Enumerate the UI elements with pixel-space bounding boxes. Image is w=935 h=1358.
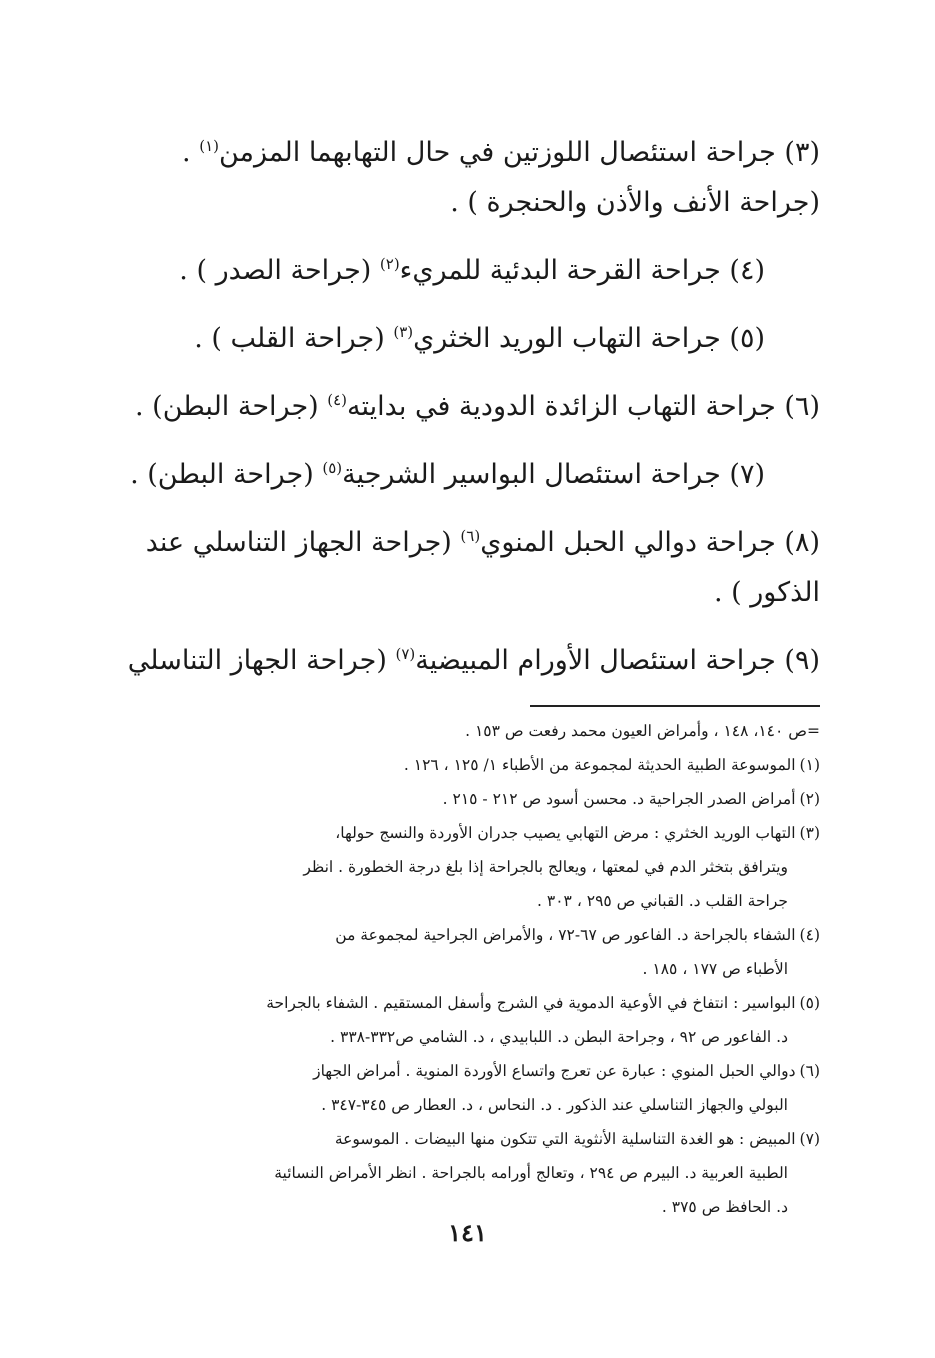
footnote-ref: (٢) [379,255,400,273]
item-tail: (جراحة الصدر ) . [179,255,380,286]
footnote-number: (٣) [799,824,820,842]
item-text: (٣) جراحة استئصال اللوزتين في حال التهابهما المزمن [218,137,820,168]
item-tail: (جراحة القلب ) . [194,323,394,354]
footnote-line: البولي والجهاز التناسلي عند الذكور . د. النحاس ، د. العطار ص ٣٤٥-٣٤٧ . [321,1096,788,1114]
footnote [115,1054,820,1122]
list-item [120,128,820,228]
footnote-ref: (٧) [395,645,416,663]
page-number: ١٤١ [448,1218,487,1247]
footnote [115,816,820,918]
footnote-ref: (١) [199,137,219,155]
footnote [115,918,820,986]
footnote-line: ويترافق بتخثر الدم في لمعتها ، ويعالج بالجراحة إذا بلغ درجة الخطورة . انظر [303,858,788,876]
footnotes [115,714,820,1224]
footnote-line: د. الحافظ ص ٣٧٥ . [661,1198,788,1216]
footnote-line: التهاب الوريد الخثري : مرض التهابي يصيب جدران الأوردة والنسج حولها، [335,824,796,842]
list-item [120,518,820,618]
footnote-line: الموسوعة الطبية الحديثة لمجموعة من الأطباء ١/ ١٢٥ ، ١٢٦ . [403,756,796,774]
item-tail: (جراحة الجهاز التناسلي عند [145,527,461,558]
item-text: (٧) جراحة استئصال البواسير الشرجية [342,459,765,490]
list-item [120,382,820,432]
footnote-ref: (٤) [327,391,348,409]
footnote-line: جراحة القلب د. القباني ص ٢٩٥ ، ٣٠٣ . [537,892,788,910]
item-continuation: (جراحة الأنف والأذن والحنجرة ) . [450,187,820,218]
footnote-divider [530,705,820,707]
item-text: (٦) جراحة التهاب الزائدة الدودية في بدايته [347,391,820,422]
item-text: (٨) جراحة دوالي الحبل المنوي [480,527,820,558]
footnote-number: (٢) [799,790,820,808]
footnote-number: (٥) [799,994,820,1012]
footnote-line: الشفاء بالجراحة د. الفاعور ص ٦٧-٧٢ ، والأمراض الجراحية لمجموعة من [335,926,796,944]
item-text: (٤) جراحة القرحة البدئية للمريء [399,255,765,286]
footnote-line: دوالي الحبل المنوي : عبارة عن تعرج واتساع الأوردة المنوية . أمراض الجهاز [313,1062,796,1080]
footnote-line: أمراض الصدر الجراحية د. محسن أسود ص ٢١٢ - ٢١٥ . [442,790,796,808]
footnote-line: الطبية العربية د. البيرم ص ٢٩٤ ، وتعالج أورامه بالجراحة . انظر الأمراض النسائية [274,1164,788,1182]
footnote-line: =ص ١٤٠، ١٤٨ ، وأمراض العيون محمد رفعت ص ١٥٣ . [465,722,820,740]
footnote-line: المبيض : هو الغدة التناسلية الأنثوية التي تتكون منها البيضات . الموسوعة [334,1130,796,1148]
item-tail: (جراحة البطن) . [135,391,328,422]
footnote-number: (١) [799,756,820,774]
item-tail: (جراحة البطن) . [130,459,323,490]
list-item [120,314,820,364]
footnote-line: البواسير : انتفاخ في الأوعية الدموية في الشرج وأسفل المستقيم . الشفاء بالجراحة [266,994,796,1012]
footnote [115,714,820,748]
list-item [120,246,820,296]
footnote [115,748,820,782]
footnote-ref: (٥) [322,459,343,477]
main-text [120,128,820,704]
list-item [120,636,820,686]
footnote [115,782,820,816]
item-tail: . [182,137,200,168]
footnote-line: الأطباء ص ١٧٧ ، ١٨٥ . [642,960,788,978]
footnote [115,986,820,1054]
footnote-ref: (٣) [393,323,414,341]
footnote [115,1122,820,1224]
item-tail: (جراحة الجهاز التناسلي [127,645,396,676]
footnote-line: د. الفاعور ص ٩٢ ، وجراحة البطن د. اللبابيدي ، د. الشامي ص٣٣٢-٣٣٨ . [330,1028,788,1046]
footnote-number: (٦) [799,1062,820,1080]
footnote-number: (٧) [799,1130,820,1148]
item-text: (٥) جراحة التهاب الوريد الخثري [413,323,765,354]
footnote-ref: (٦) [460,527,481,545]
item-text: (٩) جراحة استئصال الأورام المبيضية [415,645,820,676]
list-item [120,450,820,500]
footnote-number: (٤) [799,926,820,944]
item-continuation: الذكور ) . [713,577,820,608]
